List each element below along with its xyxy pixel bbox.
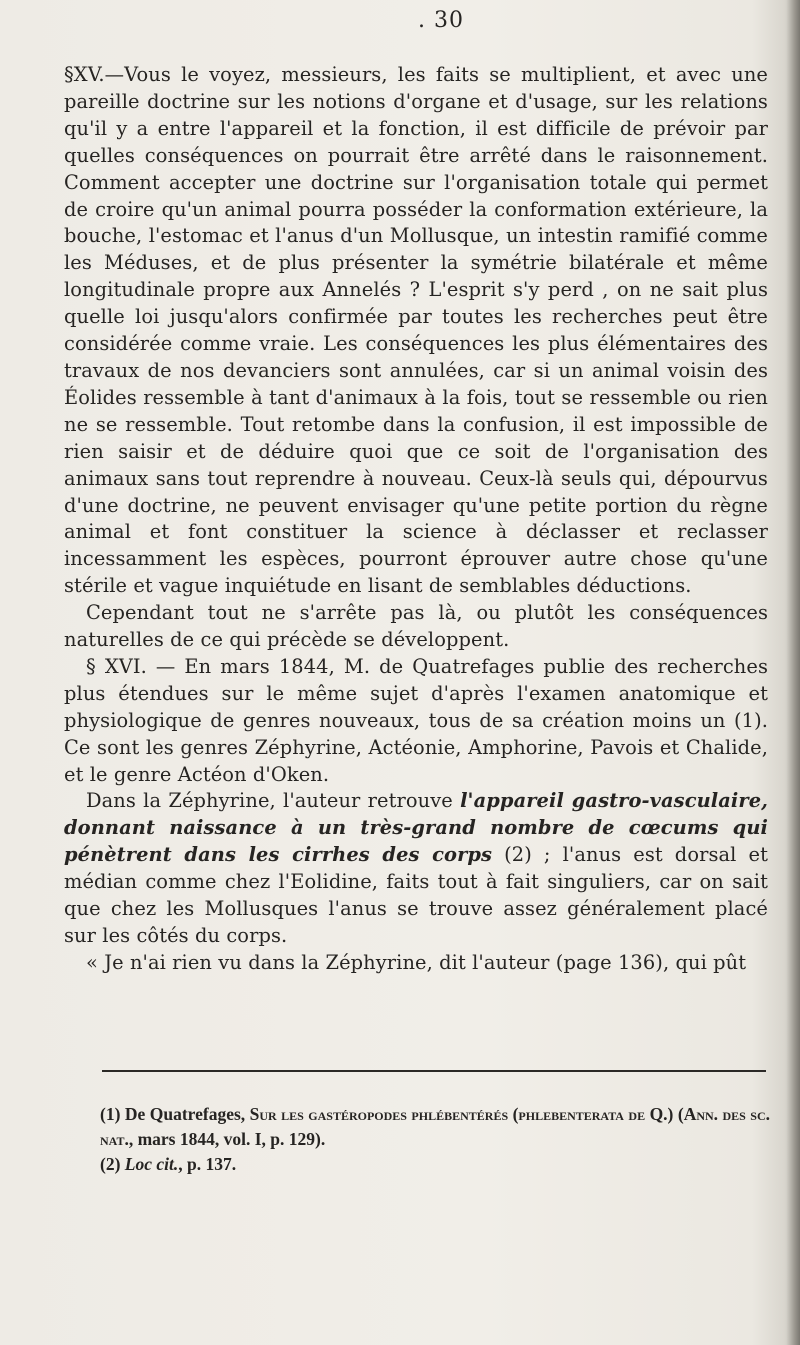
footnote-2-number: (2) <box>100 1154 125 1174</box>
footnote-1-author: (1) De Quatrefages, <box>100 1104 250 1124</box>
zephyrine-text-start: Dans la Zéphyrine, l'auteur retrouve <box>86 789 461 813</box>
zephyrine-text-end: (2) ; l'anus est dorsal et médian comme chez l'Eolidine, faits tout à fait singuliers, car on sait que chez les Mollusques l'anus se trouve assez généralement placé sur les côtés du corps. <box>64 843 768 947</box>
footnote-1 <box>100 1102 770 1152</box>
zephyrine-italic-quote: l'appareil gastro-vasculaire, donnant naissance à un très-grand nombre de cœcums qui pénètrent dans les cirrhes des corps <box>64 789 768 867</box>
footnote-2-italic: Loc cit. <box>124 1154 179 1174</box>
footnote-divider <box>102 1070 766 1072</box>
paragraph-xvi: § XVI. — En mars 1844, M. de Quatrefages publie des recherches plus étendues sur le même sujet d'après l'examen anatomique et physiologique de genres nouveaux, tous de sa création moins un (1). Ce sont les genres Zéphyrine, Actéonie, Amphorine, Pavois et Chalide, et le genre Actéon d'Oken. <box>64 654 768 786</box>
footnotes <box>100 1102 770 1177</box>
footnote-2 <box>100 1152 770 1177</box>
body-text <box>64 62 768 977</box>
paragraph-xv: §XV.—Vous le voyez, messieurs, les faits se multiplient, et avec une pareille doctrine sur les notions d'organe et d'usage, sur les relations qu'il y a entre l'appareil et la fonction, il est difficile de prévoir par quelles conséquences on pourrait être arrêté dans le raisonnement. Comment accepter une doctrine sur l'organisation totale qui permet de croire qu'un animal pourra posséder la conformation extérieure, la bouche, l'estomac et l'anus d'un Mollusque, un intestin ramifié comme les Méduses, et de plus présenter la symétrie bilatérale et même longitudinale propre aux Annelés ? L'esprit s'y perd , on ne sait plus quelle loi jusqu'alors confirmée par toutes les recherches peut être considérée comme vraie. Les conséquences les plus élémentaires des travaux de nos devanciers sont annulées, car si un animal voisin des Éolides ressemble à tant d'animaux à la fois, tout se ressemble ou rien ne se ressemble. Tout retombe dans la confusion, il est impossible de rien saisir et de déduire quoi que ce soit de l'organisation des animaux sans tout reprendre à nouveau. Ceux-là seuls qui, dépourvus d'une doctrine, ne peuvent envisager qu'une petite portion du règne animal et font constituer la science à déclasser et reclasser incessamment les espèces, pourront éprouver autre chose qu'une stérile et vague inquiétude en lisant de semblables déductions. <box>64 63 768 598</box>
paragraph-consequences: Cependant tout ne s'arrête pas là, ou plutôt les conséquences naturelles de ce qui précède se développent. <box>64 601 768 652</box>
paragraph-zephyrine <box>64 788 768 949</box>
page-edge <box>786 0 800 1345</box>
footnote-1-sep: ( <box>673 1104 684 1124</box>
footnote-1-ref: , mars 1844, vol. I, p. 129). <box>128 1129 326 1149</box>
footnote-1-journal: Ann. des sc. nat. <box>100 1104 771 1149</box>
page-number: . 30 <box>418 8 464 33</box>
footnote-2-ref: , p. 137. <box>178 1154 237 1174</box>
paragraph-quote: « Je n'ai rien vu dans la Zéphyrine, dit l'auteur (page 136), qui pût <box>86 950 747 974</box>
footnote-1-title: Sur les gastéropodes phlébentérés (phlebenterata de Q.) <box>249 1104 674 1124</box>
